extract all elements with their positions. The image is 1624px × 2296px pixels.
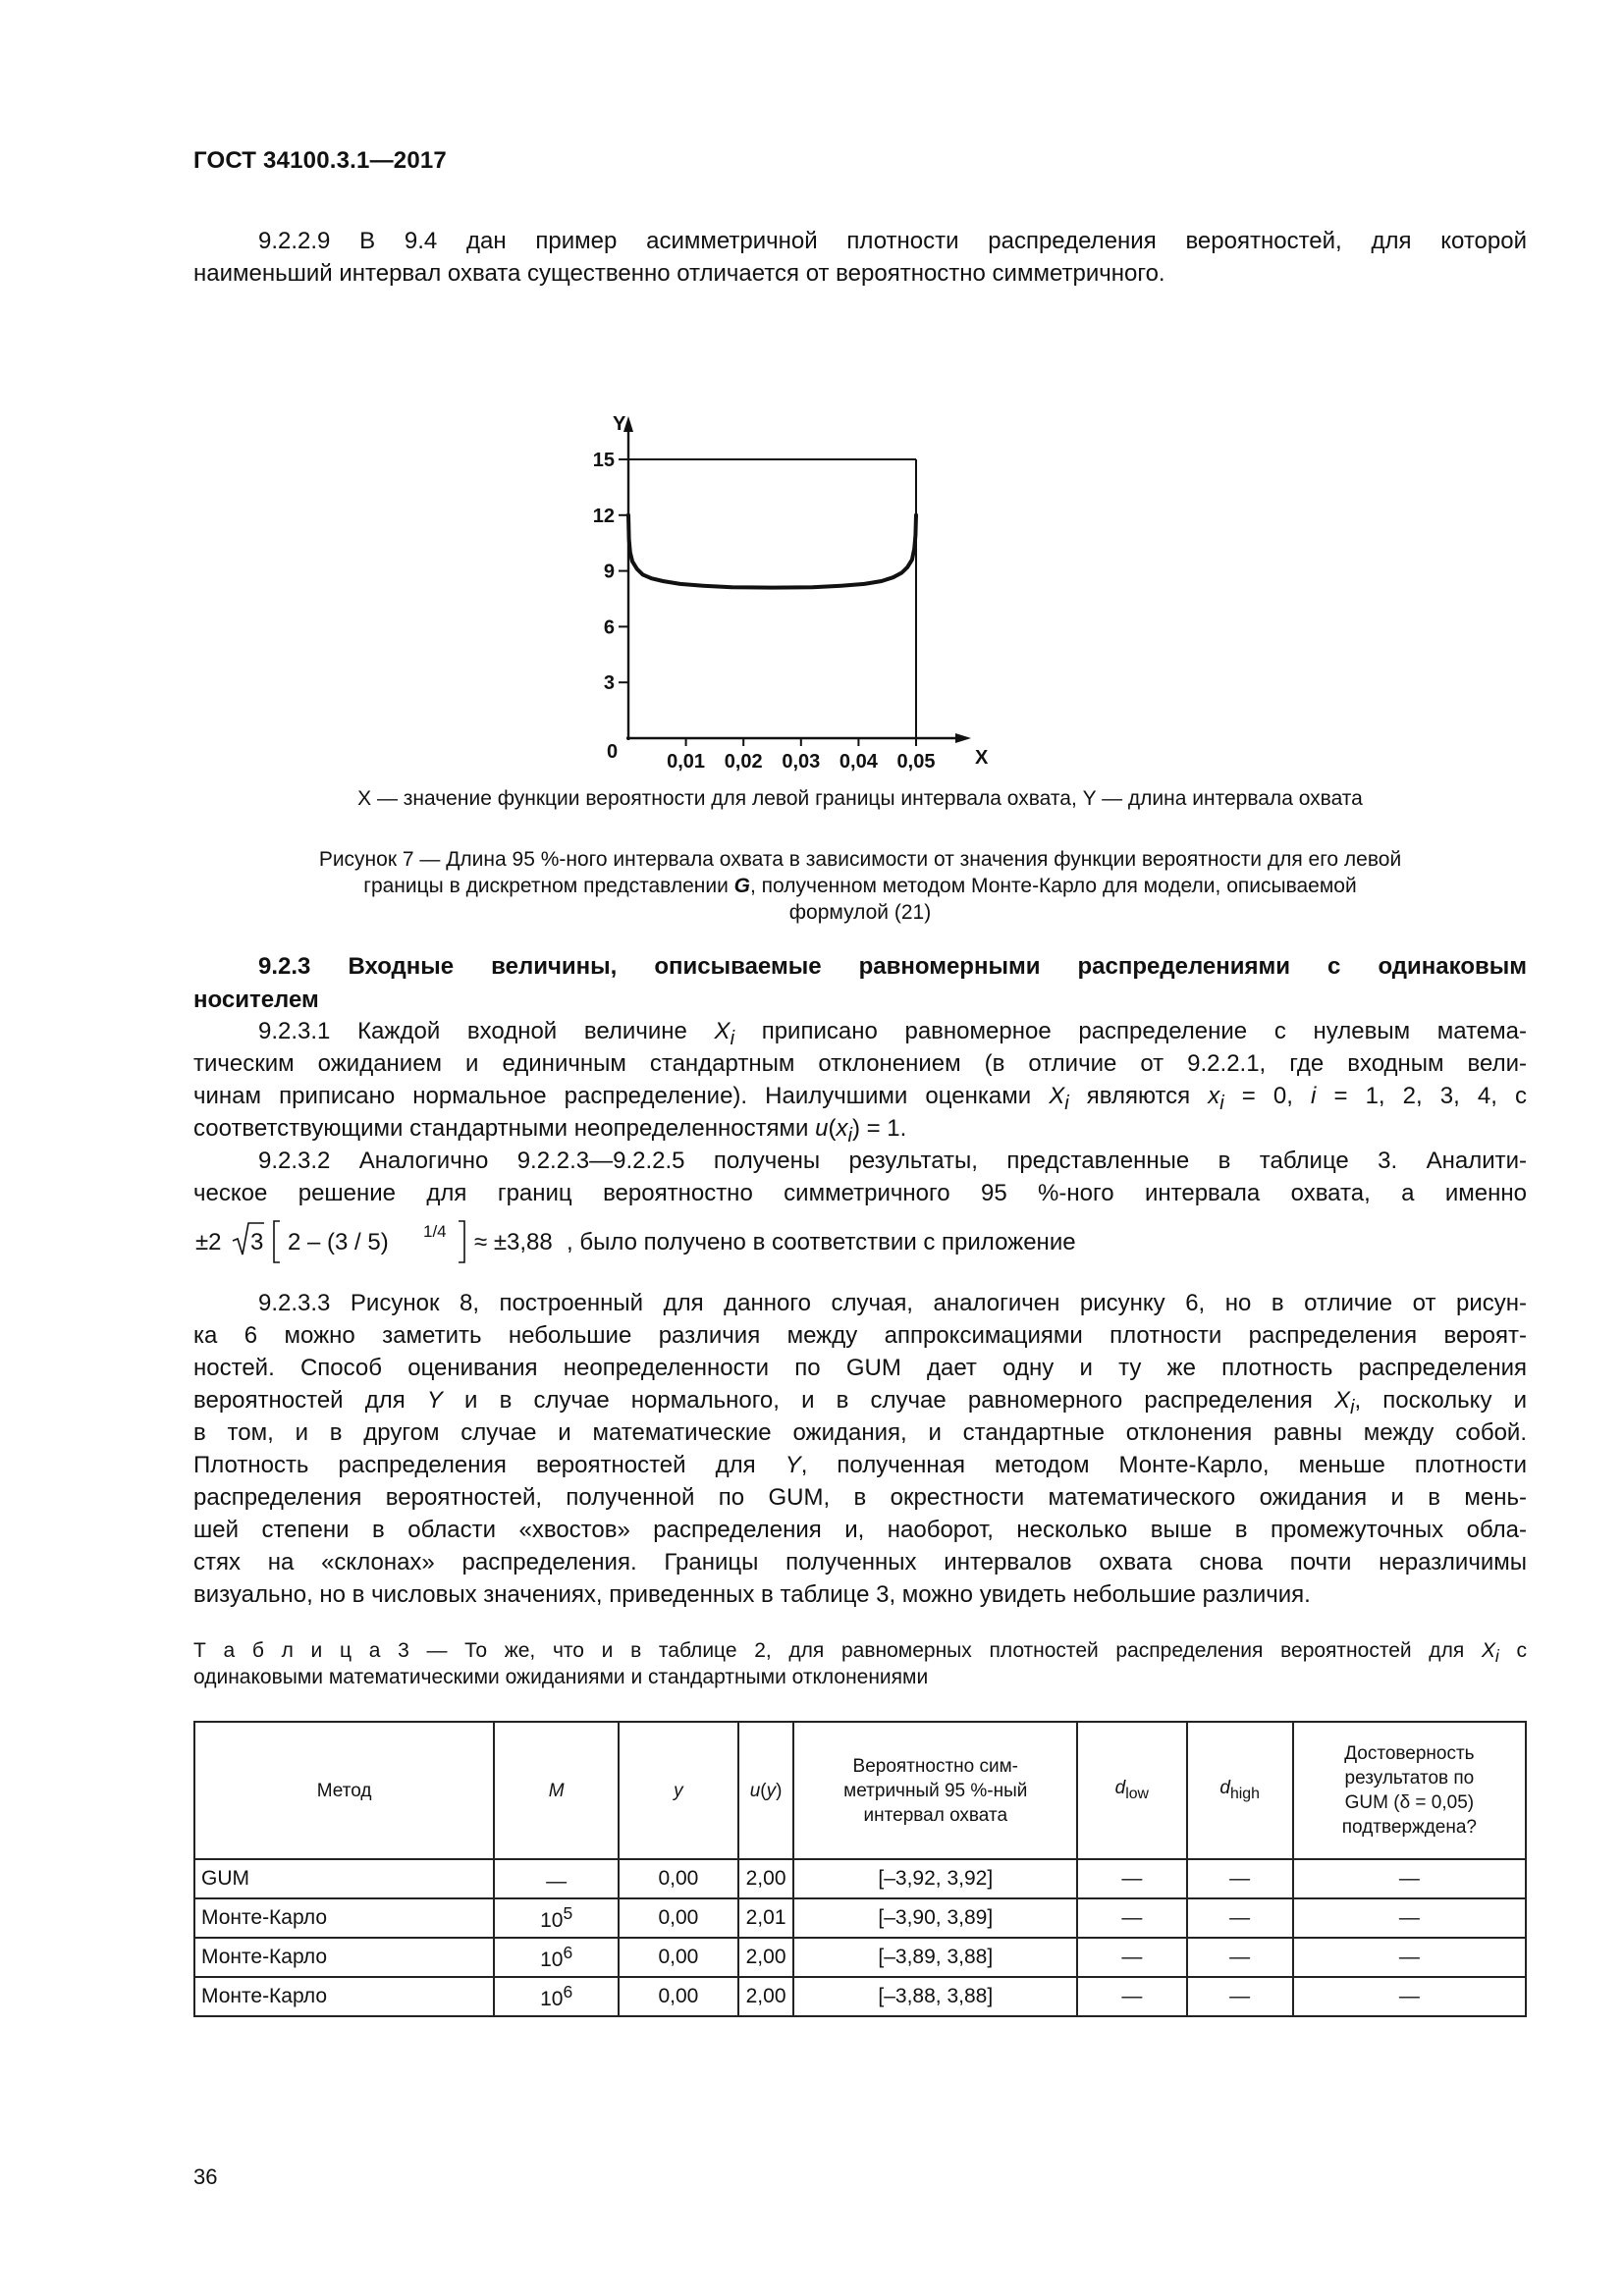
y-tick-label: 12	[592, 505, 615, 527]
var-y: y	[766, 1780, 777, 1801]
m-base: 10	[540, 1949, 564, 1971]
origin-label: 0	[607, 741, 619, 763]
var-u: u	[815, 1115, 829, 1142]
cell-y: 0,00	[619, 1938, 738, 1977]
left-bracket	[274, 1221, 280, 1262]
p3-line-9: стях на «склонах» распределения. Границы полученных интервалов охвата снова почти неразличимы	[193, 1549, 1527, 1575]
var-u: u	[749, 1780, 761, 1801]
var-i: i	[730, 1027, 735, 1049]
m-exp: 5	[563, 1903, 573, 1923]
text: Т а б л и ц а 3 — То же, что и в таблице 2, для равномерных плотностей распределения вероятностей для	[193, 1639, 1482, 1662]
figure-caption-line-3: формулой (21)	[788, 901, 932, 924]
m-base: 10	[540, 1988, 564, 2010]
figure-legend: X — значение функции вероятности для левой границы интервала охвата, Y — длина интервала охвата	[357, 787, 1363, 810]
figure-caption-line-2	[193, 873, 1527, 899]
var-i: i	[1349, 1396, 1355, 1418]
var-i: i	[1064, 1092, 1069, 1114]
header-m	[494, 1722, 619, 1859]
text: чинам приписано нормальное распределение). Наилучшими оценками	[193, 1083, 1050, 1109]
header-line: Достоверность	[1344, 1743, 1475, 1764]
cell-y: 0,00	[619, 1898, 738, 1938]
caption-symbol-g: G	[733, 875, 750, 897]
header-method: Метод	[194, 1722, 494, 1859]
text: ) = 1.	[851, 1115, 907, 1142]
cell-dlow: —	[1077, 1977, 1186, 2016]
header-validity	[1293, 1722, 1526, 1859]
text: )	[776, 1780, 783, 1801]
cell-y: 0,00	[619, 1859, 738, 1898]
table-row	[194, 1938, 1526, 1977]
cell-m	[494, 1859, 619, 1898]
formula	[193, 1213, 1077, 1272]
var-y: y	[674, 1780, 683, 1801]
table-row	[194, 1977, 1526, 2016]
text: Плотность распределения вероятностей для	[193, 1452, 785, 1478]
p3-line-5: в том, и в другом случае и математические ожидания, и стандартные отклонения равны между собой.	[193, 1419, 1527, 1446]
cell-interval: [–3,92, 3,92]	[793, 1859, 1077, 1898]
cell-m	[494, 1898, 619, 1938]
x-axis-label: X	[975, 747, 989, 769]
cell-dhigh: —	[1187, 1977, 1293, 2016]
subscript-high: high	[1229, 1785, 1260, 1802]
table-header-row	[194, 1722, 1526, 1859]
m-exp: 6	[563, 1943, 573, 1962]
header-line: результатов по	[1344, 1768, 1475, 1789]
text: = 0,	[1223, 1083, 1312, 1109]
text: = 1, 2, 3, 4, с	[1316, 1083, 1527, 1109]
caption-text: границы в дискретном представлении	[363, 875, 734, 897]
section-heading-line-2: носителем	[193, 987, 319, 1013]
var-x: x	[836, 1115, 848, 1142]
cell-uy: 2,00	[738, 1977, 794, 2016]
p3-line-7: распределения вероятностей, полученной по GUM, в окрестности математического ожидания и в мень-	[193, 1484, 1527, 1511]
formula-inner: 2 – (3 / 5)	[288, 1229, 389, 1255]
x-tick-label: 0,04	[839, 751, 878, 773]
section-heading-line-1: 9.2.3 Входные величины, описываемые равномерными распределениями с одинаковым	[258, 953, 1527, 980]
x-axis-arrow	[955, 733, 971, 743]
header-interval	[793, 1722, 1077, 1859]
cell-dhigh: —	[1187, 1859, 1293, 1898]
results-table	[193, 1721, 1527, 2017]
intro-line-2: наименьший интервал охвата существенно отличается от вероятностно симметричного.	[193, 260, 1165, 287]
figure-7-chart	[550, 314, 1159, 785]
text: и в случае нормального, и в случае равномерного распределения	[442, 1387, 1334, 1414]
cell-validity: —	[1293, 1938, 1526, 1977]
formula-line	[193, 1213, 1527, 1272]
p3-line-6	[193, 1449, 1527, 1481]
p3-line-10: визуально, но в числовых значениях, приведенных в таблице 3, можно увидеть небольшие различия.	[193, 1581, 1311, 1608]
var-i: i	[1219, 1092, 1224, 1114]
table-row	[194, 1859, 1526, 1898]
var-x: x	[1208, 1083, 1220, 1109]
cell-dhigh: —	[1187, 1898, 1293, 1938]
var-i: i	[1311, 1083, 1317, 1109]
y-tick-label: 9	[603, 561, 615, 583]
y-tick-label: 3	[603, 672, 615, 695]
text: , полученная методом Монте-Карло, меньше плотности	[800, 1452, 1527, 1478]
x-tick-label: 0,01	[667, 751, 706, 773]
cell-method: Монте-Карло	[194, 1938, 494, 1977]
var-y: Y	[426, 1387, 443, 1414]
cell-method: GUM	[194, 1859, 494, 1898]
var-x: X	[1049, 1083, 1065, 1109]
text: являются	[1068, 1083, 1209, 1109]
var-i: i	[847, 1124, 852, 1147]
header-dhigh	[1187, 1722, 1293, 1859]
text: , поскольку и	[1354, 1387, 1527, 1414]
var-y: Y	[785, 1452, 801, 1478]
caption-text: , полученном методом Монте-Карло для модели, описываемой	[750, 875, 1357, 897]
header-y	[619, 1722, 738, 1859]
text: (	[760, 1780, 767, 1801]
m-base: —	[546, 1870, 568, 1893]
cell-validity: —	[1293, 1859, 1526, 1898]
intro-line-1: 9.2.2.9 В 9.4 дан пример асимметричной плотности распределения вероятностей, для которой	[258, 228, 1527, 254]
right-bracket	[459, 1221, 464, 1262]
p3-line-1: 9.2.3.3 Рисунок 8, построенный для данного случая, аналогичен рисунку 6, но в отличие от рисун-	[258, 1290, 1527, 1316]
text: соответствующими стандартными неопределенностями	[193, 1115, 816, 1142]
var-x: X	[1333, 1387, 1350, 1414]
var-x: X	[714, 1018, 731, 1044]
header-line: Вероятностно сим-	[852, 1755, 1019, 1777]
cell-dlow: —	[1077, 1938, 1186, 1977]
text: (	[828, 1115, 837, 1142]
table-title-line-2: одинаковыми математическими ожиданиями и стандартными отклонениями	[193, 1666, 929, 1688]
text: приписано равномерное распределение с нулевым матема-	[734, 1018, 1527, 1044]
cell-interval: [–3,90, 3,89]	[793, 1898, 1077, 1938]
cell-y: 0,00	[619, 1977, 738, 2016]
cell-dlow: —	[1077, 1859, 1186, 1898]
chart-axes	[623, 416, 971, 743]
header-dlow	[1077, 1722, 1186, 1859]
formula-tail: , было получено в соответствии с приложением Е.	[567, 1229, 1077, 1255]
cell-uy: 2,00	[738, 1859, 794, 1898]
table-row	[194, 1898, 1526, 1938]
header-line: подтверждена?	[1341, 1817, 1477, 1838]
page-number: 36	[193, 2164, 218, 2189]
m-exp: 6	[563, 1982, 573, 2002]
cell-validity: —	[1293, 1898, 1526, 1938]
header-uy	[738, 1722, 794, 1859]
text: вероятностей для	[193, 1387, 427, 1414]
formula-three: 3	[250, 1229, 264, 1255]
cell-uy: 2,01	[738, 1898, 794, 1938]
formula-approx: ≈ ±3,88	[474, 1229, 553, 1255]
y-tick-label: 15	[592, 450, 615, 471]
cell-dlow: —	[1077, 1898, 1186, 1938]
x-tick-label: 0,02	[724, 751, 763, 773]
y-axis-label: Y	[613, 413, 626, 435]
figure-caption-line-1: Рисунок 7 — Длина 95 %-ного интервала охвата в зависимости от значения функции вероятности для его левой	[318, 848, 1402, 871]
document-code: ГОСТ 34100.3.1—2017	[193, 147, 447, 174]
text: 9.2.3.1 Каждой входной величине	[258, 1018, 715, 1044]
cell-validity: —	[1293, 1977, 1526, 2016]
chart-ticks	[593, 413, 989, 773]
p1-line-2: тическим ожиданием и единичным стандартным отклонением (в отличие от 9.2.2.1, где входным вели-	[193, 1050, 1527, 1077]
cell-uy: 2,00	[738, 1938, 794, 1977]
var-i: i	[1494, 1646, 1499, 1667]
var-x: X	[1481, 1639, 1495, 1662]
header-line: метричный 95 %-ный	[843, 1780, 1028, 1801]
cell-m	[494, 1977, 619, 2016]
var-d: d	[1219, 1777, 1230, 1798]
x-tick-label: 0,05	[896, 751, 936, 773]
x-tick-label: 0,03	[782, 751, 821, 773]
p3-line-3: ностей. Способ оценивания неопределенности по GUM дает одну и ту же плотность распределения	[193, 1355, 1527, 1381]
cell-method: Монте-Карло	[194, 1977, 494, 2016]
var-m: M	[548, 1780, 565, 1801]
cell-method: Монте-Карло	[194, 1898, 494, 1938]
p3-line-2: ка 6 можно заметить небольшие различия между аппроксимациями плотности распределения вероят-	[193, 1322, 1527, 1349]
cell-dhigh: —	[1187, 1938, 1293, 1977]
cell-m	[494, 1938, 619, 1977]
header-line: интервал охвата	[863, 1804, 1008, 1826]
formula-pm: ±2	[195, 1229, 222, 1255]
text: с	[1498, 1639, 1527, 1662]
m-base: 10	[540, 1909, 564, 1932]
series-line	[628, 515, 916, 588]
header-line: GUM (δ = 0,05)	[1344, 1792, 1475, 1813]
chart-series	[628, 515, 916, 588]
subscript-low: low	[1125, 1785, 1149, 1802]
var-d: d	[1114, 1777, 1126, 1798]
p2-line-1: 9.2.3.2 Аналогично 9.2.2.3—9.2.2.5 получены результаты, представленные в таблице 3. Аналити-	[258, 1148, 1527, 1174]
y-tick-label: 6	[603, 616, 615, 639]
cell-interval: [–3,89, 3,88]	[793, 1938, 1077, 1977]
cell-interval: [–3,88, 3,88]	[793, 1977, 1077, 2016]
p2-line-2: ческое решение для границ вероятностно симметричного 95 %-ного интервала охвата, а именно	[193, 1180, 1527, 1206]
p3-line-8: шей степени в области «хвостов» распределения и, наоборот, несколько выше в промежуточных обла-	[193, 1517, 1527, 1543]
formula-exp: 1/4	[423, 1222, 447, 1241]
